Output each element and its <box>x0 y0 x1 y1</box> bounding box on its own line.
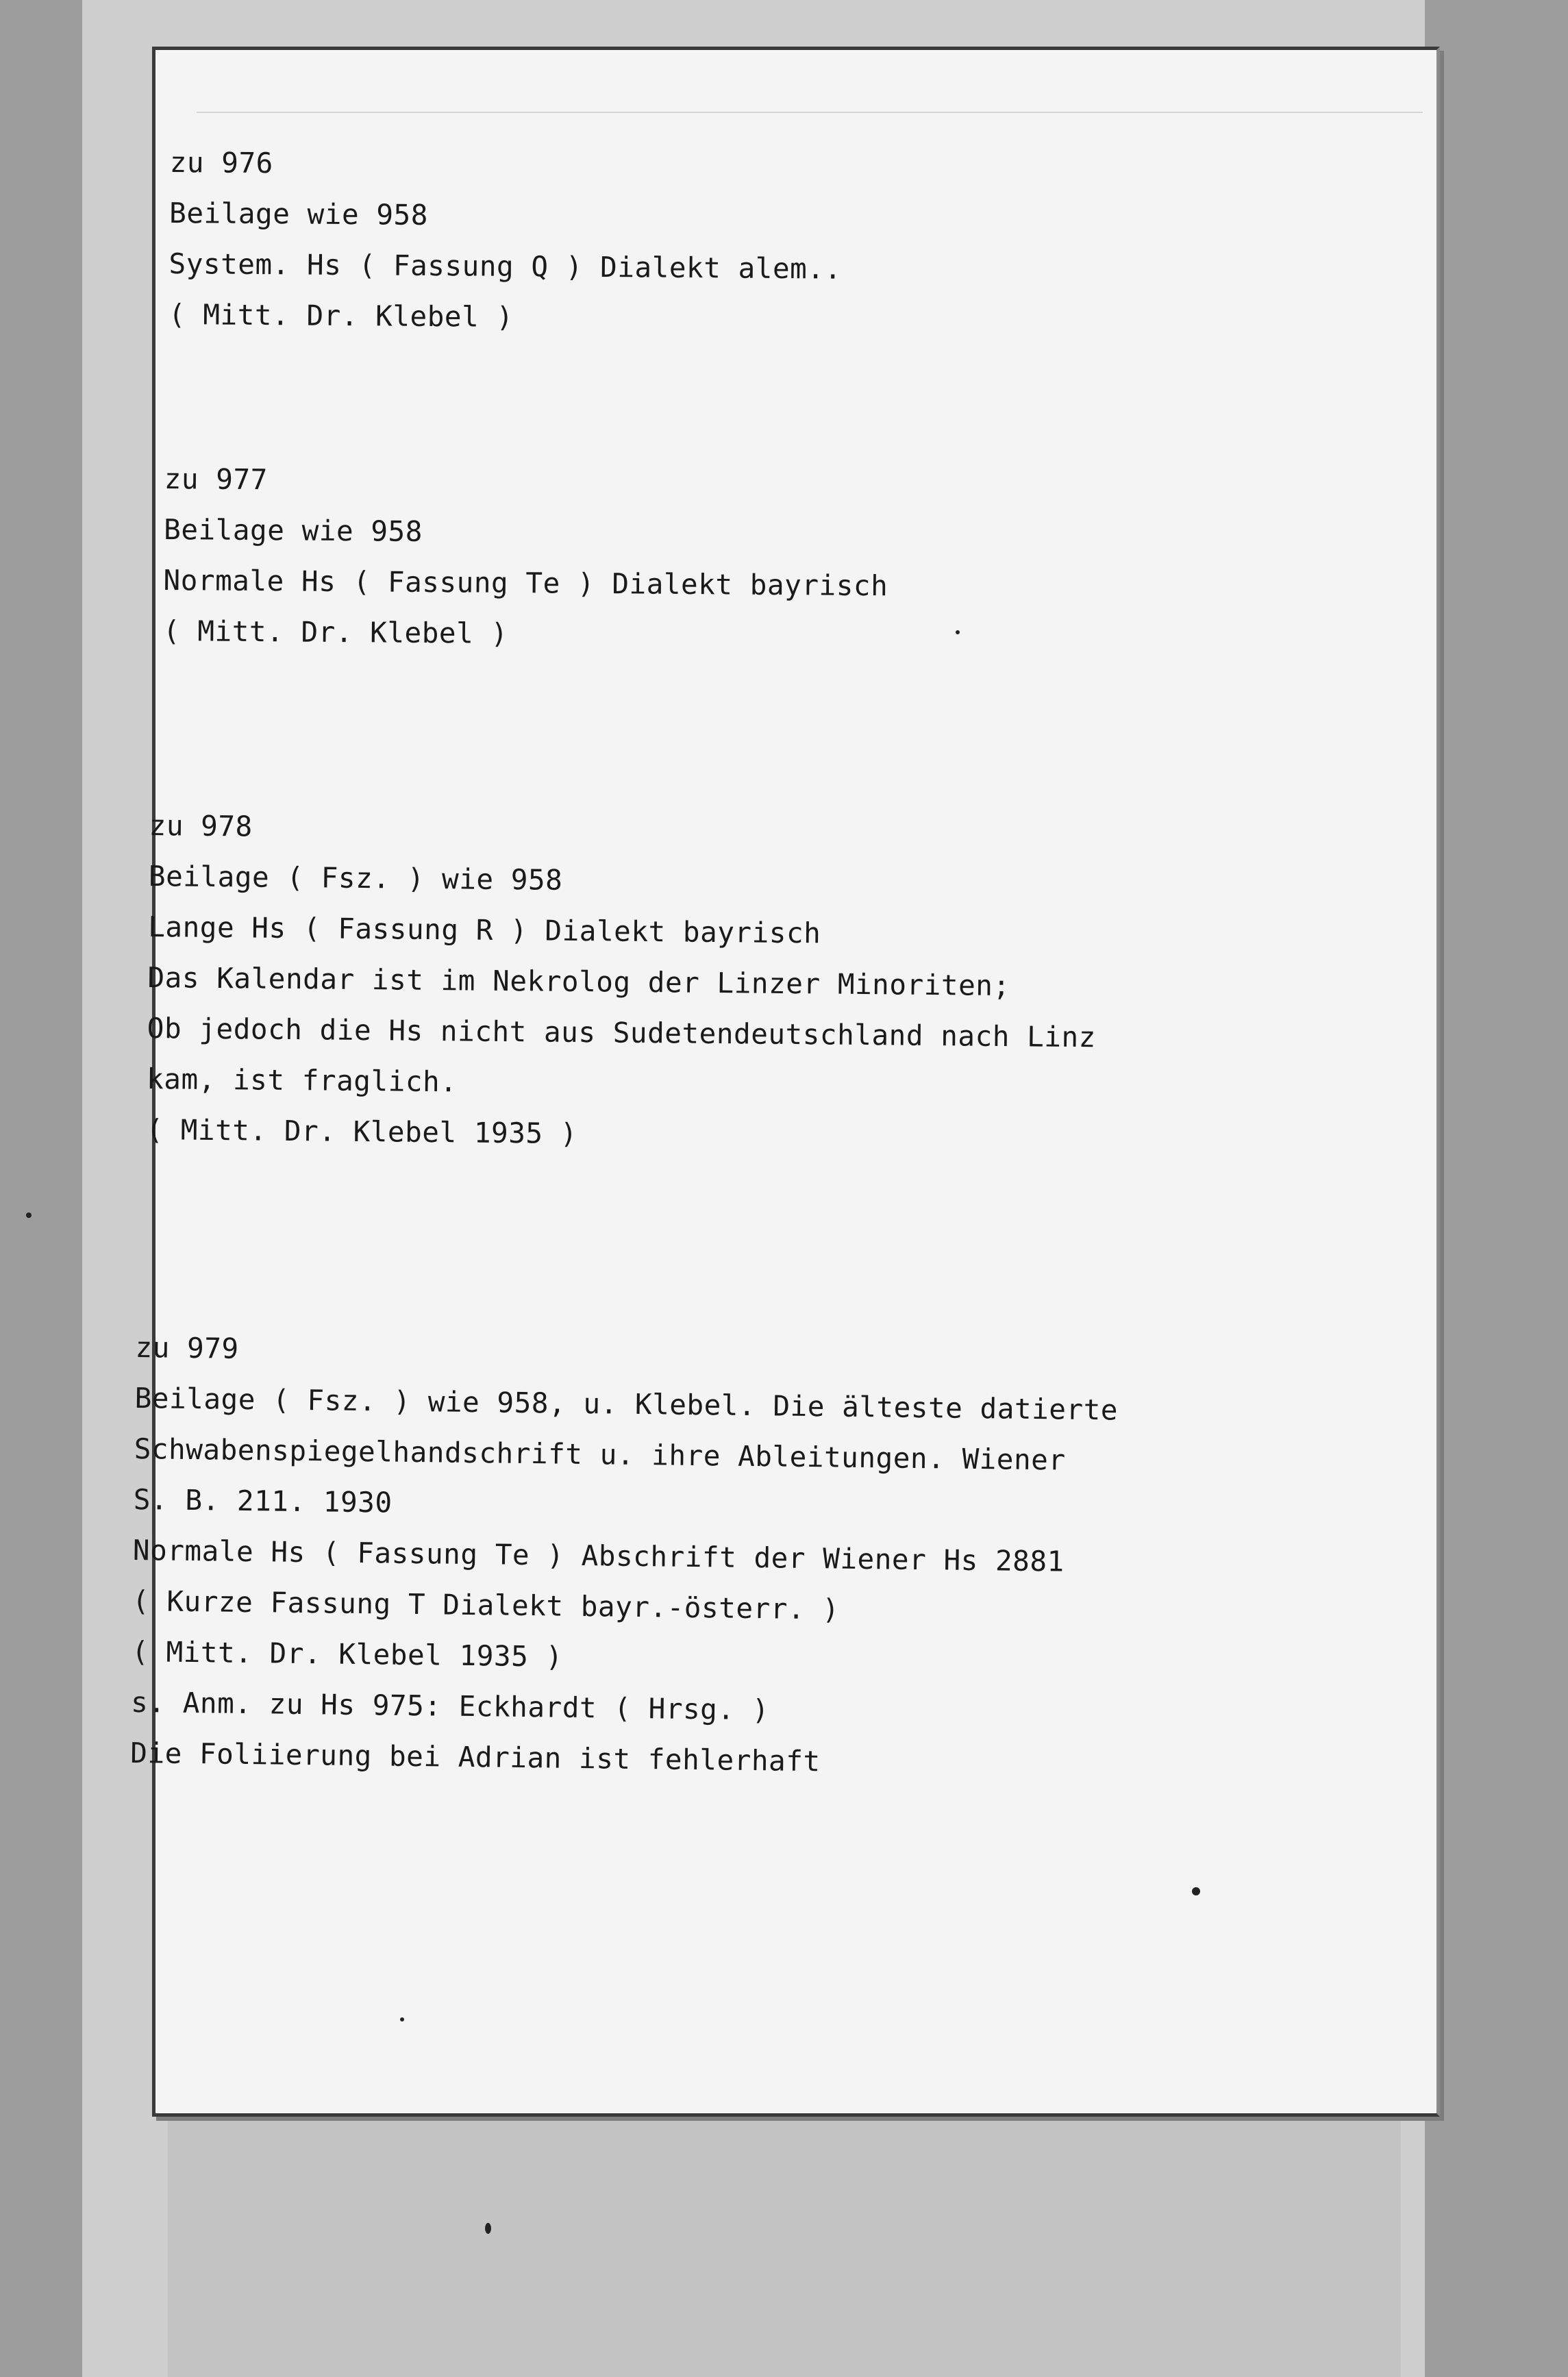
entry-line: ( Kurze Fassung T Dialekt bayr.-österr. ) <box>132 1584 840 1626</box>
card-top-rule <box>197 112 1423 113</box>
entry-line: System. Hs ( Fassung Q ) Dialekt alem.. <box>169 247 842 286</box>
entry-line: ( Mitt. Dr. Klebel ) <box>168 297 514 334</box>
entry-line: Beilage ( Fsz. ) wie 958 <box>148 859 563 897</box>
ink-speck <box>485 2223 491 2234</box>
entry-line: Die Foliierung bei Adrian ist fehlerhaft <box>130 1736 821 1778</box>
ink-speck <box>956 630 960 634</box>
entry-977 <box>163 453 889 662</box>
entry-line: S. B. 211. 1930 <box>133 1482 393 1519</box>
entry-line: Beilage wie 958 <box>169 196 429 232</box>
entry-line: Das Kalendar ist im Nekrolog der Linzer Minoriten; <box>147 960 1010 1003</box>
ink-speck <box>400 2017 404 2021</box>
entry-line: Lange Hs ( Fassung R ) Dialekt bayrisch <box>147 910 821 950</box>
entry-line: zu 976 <box>169 145 274 180</box>
entry-line: ( Mitt. Dr. Klebel 1935 ) <box>146 1112 578 1151</box>
entry-979 <box>130 1322 1119 1790</box>
ink-speck <box>26 1212 32 1218</box>
entry-line: Ob jedoch die Hs nicht aus Sudetendeutschland nach Linz <box>147 1011 1097 1054</box>
entry-line: ( Mitt. Dr. Klebel 1935 ) <box>131 1634 563 1673</box>
entry-line: zu 979 <box>135 1330 239 1365</box>
entry-978 <box>146 800 1098 1164</box>
entry-line: Normale Hs ( Fassung Te ) Dialekt bayrisch <box>163 563 888 603</box>
entry-line: ( Mitt. Dr. Klebel ) <box>162 614 508 650</box>
entry-line: zu 978 <box>149 808 253 843</box>
entry-line: s. Anm. zu Hs 975: Eckhardt ( Hrsg. ) <box>130 1685 770 1727</box>
ink-speck <box>1192 1887 1200 1895</box>
entry-line: kam, ist fraglich. <box>146 1062 458 1099</box>
entry-line: Beilage wie 958 <box>163 512 423 548</box>
entry-line: zu 977 <box>164 462 269 497</box>
entry-line: Schwabenspiegelhandschrift u. ihre Ableitungen. Wiener <box>134 1432 1066 1477</box>
entry-line: Normale Hs ( Fassung Te ) Abschrift der Wiener Hs 2881 <box>132 1533 1065 1578</box>
entry-976 <box>169 137 843 345</box>
entry-line: Beilage ( Fsz. ) wie 958, u. Klebel. Die älteste datierte <box>134 1381 1119 1427</box>
